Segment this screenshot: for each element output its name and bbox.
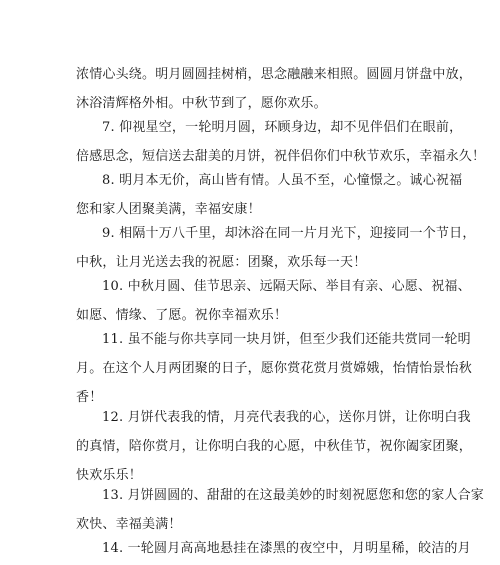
text-line: 快欢乐乐！ bbox=[76, 468, 143, 483]
paragraph-8 bbox=[76, 166, 463, 224]
paragraph-7 bbox=[76, 113, 486, 171]
text-line: 浓情心头绕。明月圆圆挂树梢，思念融融来相照。圆圆月饼盘中放， bbox=[76, 67, 473, 82]
text-line: 11. 虽不能与你共享同一块月饼，但至少我们还能共赏同一轮明 bbox=[102, 332, 471, 347]
text-line: 10. 中秋月圆、佳节思亲、远隔天际、举目有亲、心愿、祝福、 bbox=[102, 279, 471, 294]
text-line: 14. 一轮圆月高高地悬挂在漆黑的夜空中，月明星稀，皎洁的月 bbox=[102, 541, 471, 556]
text-line: 月。在这个人月两团聚的日子，愿你赏花赏月赏嫦娥，怡情怡景怡秋 bbox=[76, 361, 473, 376]
paragraph-6-continuation bbox=[76, 60, 473, 118]
paragraph-11 bbox=[76, 325, 473, 412]
text-line: 8. 明月本无价，高山皆有情。人虽不至，心憧憬之。诚心祝福 bbox=[102, 173, 463, 188]
text-line: 的真情，陪你赏月，让你明白我的心愿，中秋佳节，祝你阖家团聚， bbox=[76, 439, 473, 454]
paragraph-9 bbox=[76, 219, 476, 277]
text-line: 13. 月饼圆圆的、甜甜的在这最美妙的时刻祝愿您和您的家人合家 bbox=[102, 488, 485, 503]
text-line: 12. 月饼代表我的情，月亮代表我的心，送你月饼，让你明白我 bbox=[102, 410, 471, 425]
text-line: 香！ bbox=[76, 390, 103, 405]
text-line: 欢快、幸福美满！ bbox=[76, 517, 182, 532]
text-line: 沐浴清辉格外相。中秋节到了，愿你欢乐。 bbox=[76, 96, 327, 111]
text-line: 您和家人团聚美满，幸福安康！ bbox=[76, 202, 261, 217]
paragraph-12 bbox=[76, 403, 473, 490]
paragraph-10 bbox=[76, 272, 471, 330]
text-line: 中秋，让月光送去我的祝愿：团聚，欢乐每一天！ bbox=[76, 255, 367, 270]
text-line: 如愿、情缘、了愿。祝你幸福欢乐！ bbox=[76, 308, 288, 323]
text-line: 7. 仰视星空，一轮明月圆，环顾身边，却不见伴侣们在眼前， bbox=[102, 120, 463, 135]
text-line: 倍感思念，短信送去甜美的月饼，祝伴侣你们中秋节欢乐，幸福永久！ bbox=[76, 149, 486, 164]
paragraph-14 bbox=[76, 534, 471, 563]
text-line: 9. 相隔十万八千里，却沐浴在同一片月光下，迎接同一个节日， bbox=[102, 226, 476, 241]
paragraph-13 bbox=[76, 481, 485, 539]
